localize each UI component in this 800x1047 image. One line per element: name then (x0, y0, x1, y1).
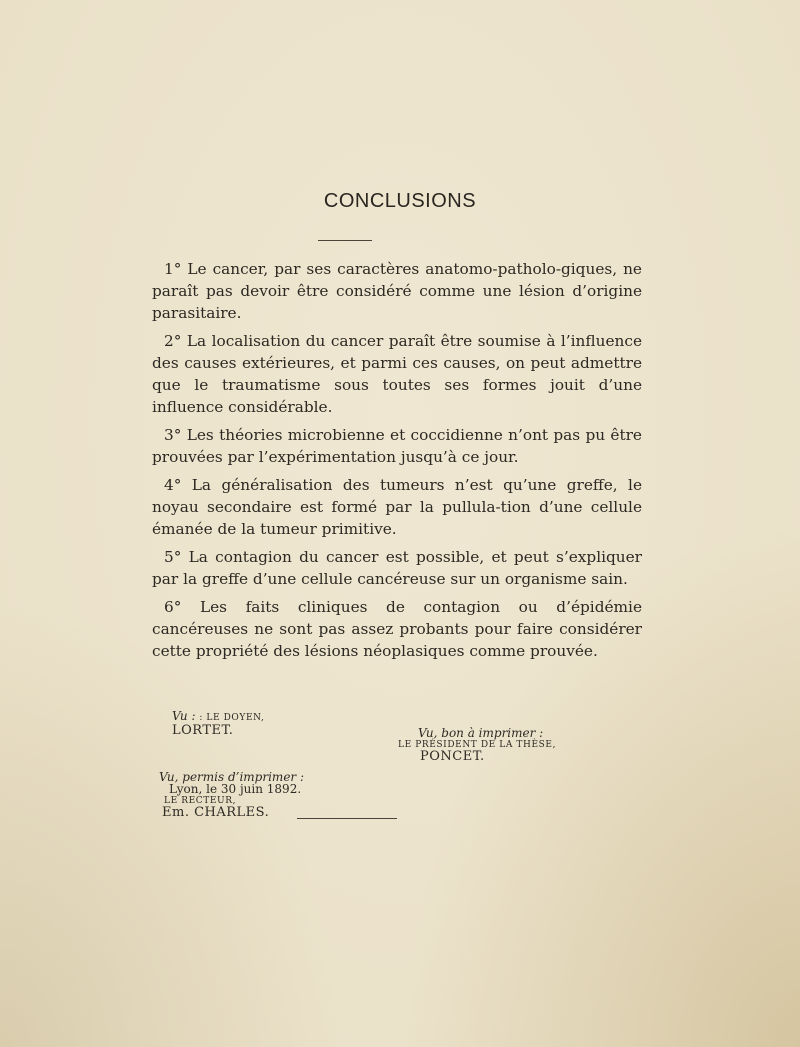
conclusion-6: 6° Les faits cliniques de contagion ou d’épidémie cancéreuses ne sont pas assez probants pour faire considérer cette propriété des lésions néoplasiques comme prouvée. (152, 598, 642, 660)
visa-president-role: LE PRÉSIDENT DE LA THÈSE, (398, 740, 557, 750)
visa-dean (172, 710, 264, 737)
visa-president-label: Vu, bon à imprimer : (418, 726, 544, 740)
page-title: CONCLUSIONS (323, 190, 477, 212)
visa-rector (159, 771, 304, 819)
visa-rector-role: LE RECTEUR, (164, 796, 237, 806)
bottom-rule (297, 818, 397, 819)
conclusion-2: 2° La localisation du cancer paraît être soumise à l’influence des causes extérieures, et parmi ces causes, on peut admettre que le traumatisme sous toutes ses formes jouit d’une influence considérable. (152, 332, 642, 416)
conclusions-list (152, 258, 642, 668)
visa-dean-label: Vu : (172, 709, 196, 723)
conclusion-3: 3° Les théories microbienne et coccidienne n’ont pas pu être prouvées par l’expérimentation jusqu’à ce jour. (152, 426, 642, 466)
conclusion-4: 4° La généralisation des tumeurs n’est qu’une greffe, le noyau secondaire est formé par la pullula-tion d’une cellule émanée de la tumeur primitive. (152, 476, 642, 538)
top-rule (318, 240, 372, 241)
conclusion-1: 1° Le cancer, par ses caractères anatomo-patholo-giques, ne paraît pas devoir être considéré comme une lésion d’origine parasitaire. (152, 260, 642, 322)
visa-rector-place-date: Lyon, le 30 juin 1892. (169, 782, 302, 796)
visa-dean-name: LORTET. (172, 723, 234, 738)
visa-president (398, 727, 556, 763)
visa-president-name: PONCET. (420, 749, 485, 764)
visa-dean-role: : LE DOYEN, (199, 713, 265, 723)
conclusion-5: 5° La contagion du cancer est possible, et peut s’expliquer par la greffe d’une cellule cancéreuse sur un organisme sain. (152, 548, 642, 588)
visa-rector-label: Vu, permis d’imprimer : (159, 770, 305, 784)
visa-rector-name: Em. CHARLES. (162, 805, 270, 820)
